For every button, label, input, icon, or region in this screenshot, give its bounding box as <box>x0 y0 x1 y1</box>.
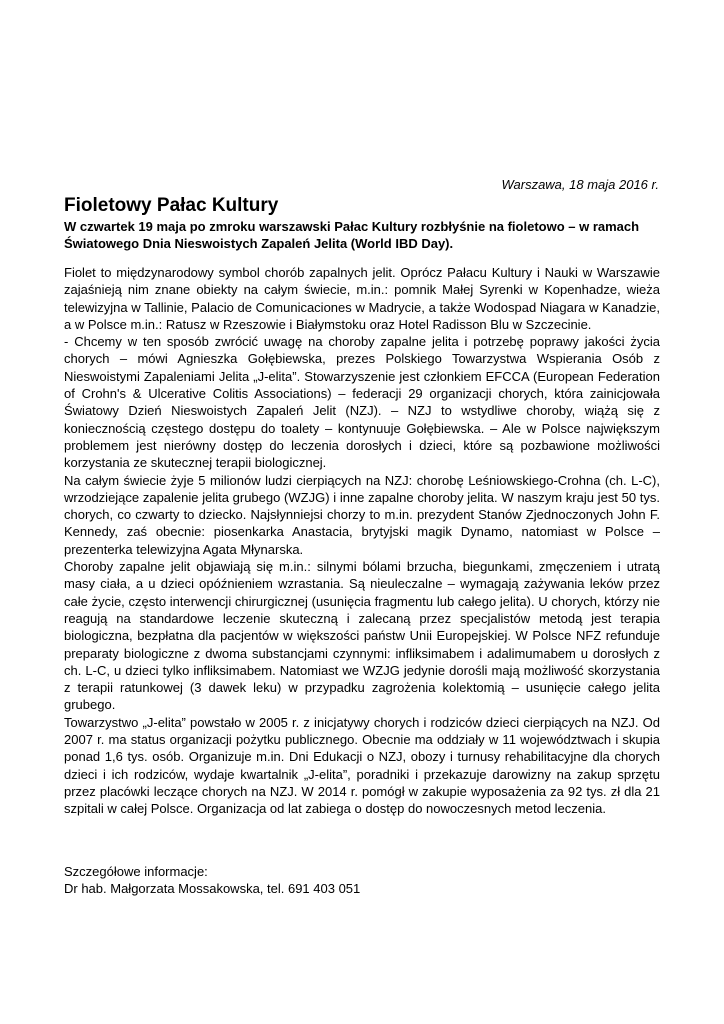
body-paragraph: Towarzystwo „J-elita” powstało w 2005 r. z inicjatywy chorych i rodziców dzieci cierpiących na NZJ. Od 2007 r. ma status organizacji pożytku publicznego. Obecnie ma oddziały w 11 województwach i skupia ponad 1,6 tys. osób. Organizuje m.in. Dni Edukacji o NZJ, obozy i turnusy rehabilitacyjne dla chorych dzieci i ich rodziców, wydaje kwartalnik „J-elita”, poradniki i przekazuje darowizny na zakup sprzętu przez placówki leczące chorych na NZJ. W 2014 r. pomógł w zakupie wyposażenia za 92 tys. zł dla 21 szpitali w całej Polsce. Organizacja od lat zabiega o dostęp do nowoczesnych metod leczenia. <box>64 714 660 817</box>
contact-info <box>64 863 660 898</box>
body-paragraph: Choroby zapalne jelit objawiają się m.in.: silnymi bólami brzucha, biegunkami, zmęczeniem i utratą masy ciała, a u dzieci opóźnieniem wzrastania. Są nieuleczalne – wymagają zażywania leków przez całe życie, często interwencji chirurgicznej (usunięcia fragmentu lub całego jelita). U chorych, którzy nie reagują na standardowe leczenie skuteczną i zalecaną przez specjalistów metodą jest terapia biologiczna, bezpłatna dla pacjentów w większości państw Unii Europejskiej. W Polsce NFZ refunduje preparaty biologiczne z dwoma substancjami czynnymi: infliksimabem i adalimumabem u dorosłych z ch. L-C, u dzieci tylko infliksimabem. Natomiast we WZJG jedynie dorośli mają możliwość skorzystania z terapii ratunkowej (3 dawek leku) w przypadku zagrożenia kolektomią – usunięcie całego jelita grubego. <box>64 559 660 713</box>
contact-heading: Szczegółowe informacje: <box>64 864 208 879</box>
body-paragraph: - Chcemy w ten sposób zwrócić uwagę na choroby zapalne jelita i potrzebę poprawy jakości życia chorych – mówi Agnieszka Gołębiewska, prezes Polskiego Towarzystwa Wspierania Osób z Nieswoistymi Zapaleniami Jelita „J-elita”. Stowarzyszenie jest członkiem EFCCA (European Federation of Crohn's & Ulcerative Colitis Associations) – federacji 29 organizacji chorych, która zainicjowała Światowy Dzień Nieswoistych Zapaleń Jelit (NZJ). – NZJ to wstydliwe choroby, wiążą się z koniecznością częstego dostępu do toalety – kontynuuje Gołębiewska. – Ale w Polsce największym problemem jest nierówny dostęp do leczenia dorosłych i dzieci, które są pozbawione możliwości korzystania ze skutecznej terapii biologicznej. <box>64 334 660 471</box>
document-title: Fioletowy Pałac Kultury <box>64 195 279 216</box>
document-lead: W czwartek 19 maja po zmroku warszawski Pałac Kultury rozbłyśnie na fioletowo – w ramach Światowego Dnia Nieswoistych Zapaleń Jelita (World IBD Day). <box>64 219 640 251</box>
contact-person: Dr hab. Małgorzata Mossakowska, tel. 691 403 051 <box>64 881 361 897</box>
document-page <box>64 0 660 1024</box>
body-paragraph: Fiolet to międzynarodowy symbol chorób zapalnych jelit. Oprócz Pałacu Kultury i Nauki w Warszawie zajaśnieją nim znane obiekty na całym świecie, m.in.: pomnik Małej Syrenki w Kopenhadze, wieża telewizyjna w Tallinie, Palacio de Comunicaciones w Madrycie, a także Wodospad Niagara w Kanadzie, a w Polsce m.in.: Ratusz w Rzeszowie i Białymstoku oraz Hotel Radisson Blu w Szczecinie. <box>64 265 660 332</box>
document-date: Warszawa, 18 maja 2016 r. <box>501 177 659 192</box>
body-paragraph: Na całym świecie żyje 5 milionów ludzi cierpiących na NZJ: chorobę Leśniowskiego-Crohna (ch. L-C), wrzodziejące zapalenie jelita grubego (WZJG) i inne zapalne choroby jelita. W naszym kraju jest 50 tys. chorych, co czwarty to dziecko. Najsłynniejsi chorzy to m.in. prezydent Stanów Zjednoczonych John F. Kennedy, zaś obecnie: piosenkarka Anastacia, brytyjski magik Dynamo, natomiast w Polsce – prezenterka telewizyjna Agata Młynarska. <box>64 472 660 557</box>
document-body <box>64 264 660 818</box>
